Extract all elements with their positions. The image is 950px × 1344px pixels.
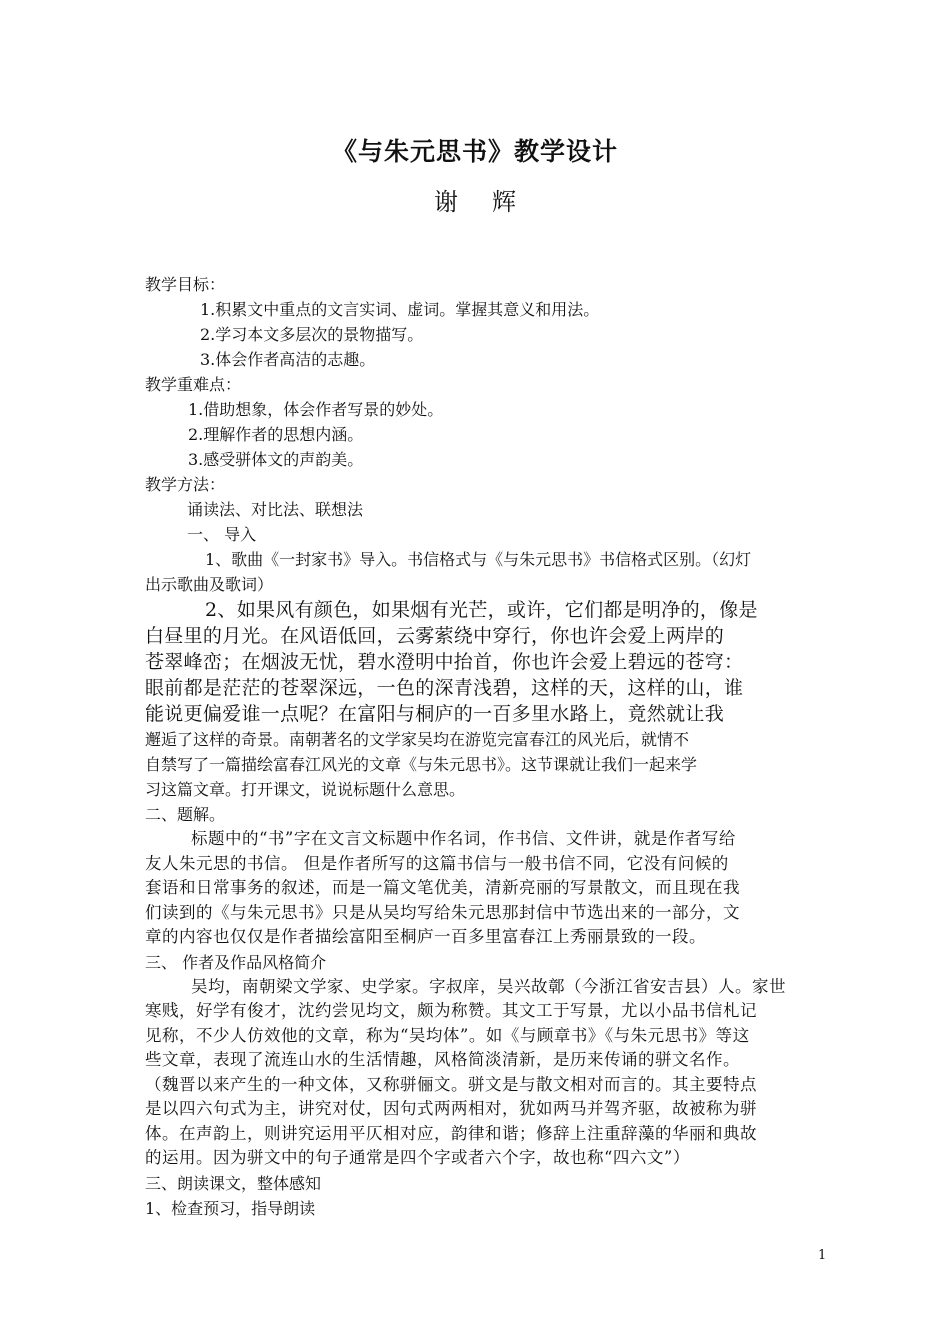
text-line: 3.体会作者高洁的志趣。 xyxy=(200,350,376,369)
text-line: 1.借助想象，体会作者写景的妙处。 xyxy=(188,400,444,419)
document-title: 《与朱元思书》教学设计 xyxy=(331,137,618,166)
text-line: 眼前都是茫茫的苍翠深远，一色的深青浅碧，这样的天，这样的山，谁 xyxy=(145,677,744,699)
text-line: 是以四六句式为主，讲究对仗，因句式两两相对，犹如两马并驾齐驱，故被称为骈 xyxy=(145,1099,757,1118)
page-number: 1 xyxy=(818,1248,827,1263)
text-line: 教学重难点： xyxy=(145,375,242,394)
text-line: 友人朱元思的书信。 但是作者所写的这篇书信与一般书信不同，它没有问候的 xyxy=(145,853,729,873)
text-line: 教学目标： xyxy=(145,275,226,294)
text-line: 2.理解作者的思想内涵。 xyxy=(188,425,364,444)
text-line: 白昼里的月光。在风语低回，云雾萦绕中穿行，你也许会爱上两岸的 xyxy=(145,625,725,647)
text-line: 2.学习本文多层次的景物描写。 xyxy=(200,325,424,344)
text-line: 邂逅了这样的奇景。南朝著名的文学家吴均在游览完富春江的风光后，就情不 xyxy=(145,730,690,749)
text-line: 能说更偏爱谁一点呢？在富阳与桐庐的一百多里水路上，竟然就让我 xyxy=(145,703,725,725)
text-line: 诵读法、对比法、联想法 xyxy=(187,500,364,519)
text-line: 吴均，南朝梁文学家、史学家。字叔庠，吴兴故鄣（今浙江省安吉县）人。家世 xyxy=(191,976,786,996)
text-line: 三、朗读课文，整体感知 xyxy=(145,1173,322,1193)
text-line: 习这篇文章。打开课文，说说标题什么意思。 xyxy=(145,780,466,799)
text-line: 章的内容也仅仅是作者描绘富阳至桐庐一百多里富春江上秀丽景致的一段。 xyxy=(145,927,706,946)
text-line: 出示歌曲及歌词） xyxy=(145,575,274,594)
text-line: 2、如果风有颜色，如果烟有光芒，或许，它们都是明净的，像是 xyxy=(205,599,758,621)
text-line: 见称，不少人仿效他的文章，称为“吴均体”。如《与顾章书》《与朱元思书》等这 xyxy=(145,1025,750,1045)
text-line: 自禁写了一篇描绘富春江风光的文章《与朱元思书》。这节课就让我们一起来学 xyxy=(145,755,698,774)
text-line: 套语和日常事务的叙述，而是一篇文笔优美，清新亮丽的写景散文，而且现在我 xyxy=(145,878,740,897)
text-line: 的运用。因为骈文中的句子通常是四个字或者六个字，故也称“四六文”） xyxy=(145,1148,690,1167)
text-line: 1.积累文中重点的文言实词、虚词。掌握其意义和用法。 xyxy=(200,300,600,319)
text-line: 些文章，表现了流连山水的生活情趣，风格简淡清新，是历来传诵的骈文名作。 xyxy=(145,1050,740,1069)
text-line: 教学方法： xyxy=(145,475,226,494)
text-line: 二、题解。 xyxy=(145,805,226,824)
text-line: 标题中的“书”字在文言文标题中作名词，作书信、文件讲，就是作者写给 xyxy=(191,829,736,848)
text-line: 1、检查预习，指导朗读 xyxy=(145,1198,316,1218)
document-body xyxy=(145,272,809,1221)
text-line: 1、歌曲《一封家书》导入。书信格式与《与朱元思书》书信格式区别。（幻灯 xyxy=(205,550,752,569)
text-line: 3.感受骈体文的声韵美。 xyxy=(188,450,364,469)
document-author: 谢辉 xyxy=(434,188,550,216)
text-line: 们读到的《与朱元思书》只是从吴均写给朱元思那封信中节选出来的一部分，文 xyxy=(145,902,740,922)
text-line: 一、 导入 xyxy=(187,525,257,544)
text-line: 三、 作者及作品风格简介 xyxy=(145,952,327,972)
text-line: 苍翠峰峦；在烟波无忧，碧水澄明中抬首，你也许会爱上碧远的苍穹： xyxy=(145,651,744,673)
text-line: 体。在声韵上，则讲究运用平仄相对应，韵律和谐；修辞上注重辞藻的华丽和典故 xyxy=(145,1123,757,1143)
text-line: （魏晋以来产生的一种文体，又称骈俪文。骈文是与散文相对而言的。其主要特点 xyxy=(145,1074,757,1094)
text-line: 寒贱，好学有俊才，沈约尝见均文，颇为称赞。其文工于写景，尤以小品书信札记 xyxy=(145,1001,757,1020)
